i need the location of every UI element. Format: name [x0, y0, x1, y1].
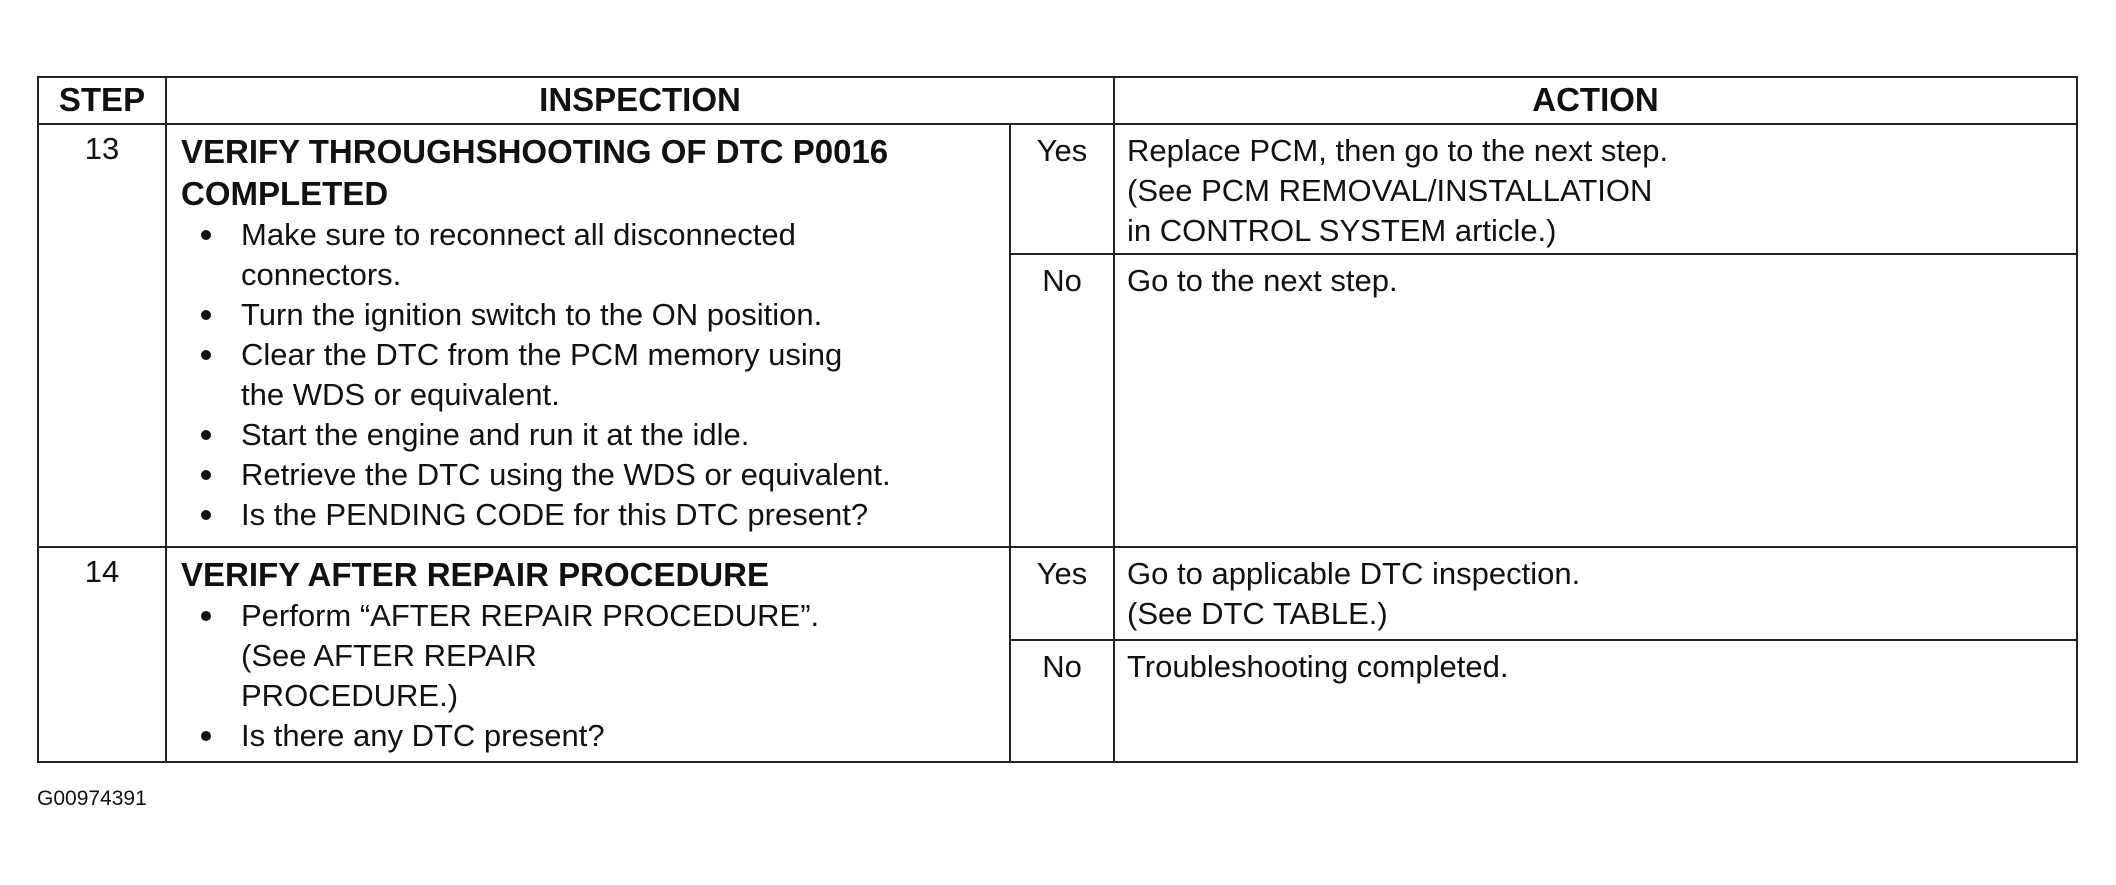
- bullet-item: Is there any DTC present?: [181, 716, 999, 756]
- table-row: [38, 547, 2077, 640]
- bullet-item: Start the engine and run it at the idle.: [181, 415, 999, 455]
- bullet-item: Turn the ignition switch to the ON position.: [181, 295, 999, 335]
- inspection-bullets: [181, 215, 999, 535]
- bullet-item: Retrieve the DTC using the WDS or equivalent.: [181, 455, 999, 495]
- no-action: Go to the next step.: [1114, 254, 2077, 547]
- inspection-title: VERIFY THROUGHSHOOTING OF DTC P0016 COMPLETED: [181, 133, 889, 212]
- no-label: No: [1010, 640, 1114, 762]
- step-number: 14: [38, 547, 166, 762]
- inspection-cell: [166, 547, 1010, 762]
- inspection-title: VERIFY AFTER REPAIR PROCEDURE: [181, 556, 769, 593]
- bullet-item: Perform “AFTER REPAIR PROCEDURE”. (See AFTER REPAIR PROCEDURE.): [181, 596, 999, 716]
- yes-action: Replace PCM, then go to the next step. (See PCM REMOVAL/INSTALLATION in CONTROL SYSTEM article.): [1114, 124, 2077, 254]
- header-step: STEP: [38, 77, 166, 124]
- yes-label: Yes: [1010, 547, 1114, 640]
- yes-action: Go to applicable DTC inspection. (See DTC TABLE.): [1114, 547, 2077, 640]
- table-row: [38, 124, 2077, 254]
- no-label: No: [1010, 254, 1114, 547]
- diagnostic-table: [37, 76, 2078, 763]
- header-action: ACTION: [1114, 77, 2077, 124]
- figure-id: G00974391: [37, 787, 147, 810]
- bullet-item: Is the PENDING CODE for this DTC present?: [181, 495, 999, 535]
- table-header-row: [38, 77, 2077, 124]
- inspection-cell: [166, 124, 1010, 547]
- bullet-item: Clear the DTC from the PCM memory using the WDS or equivalent.: [181, 335, 999, 415]
- header-inspection: INSPECTION: [166, 77, 1114, 124]
- bullet-item: Make sure to reconnect all disconnected connectors.: [181, 215, 999, 295]
- no-action: Troubleshooting completed.: [1114, 640, 2077, 762]
- inspection-bullets: [181, 596, 999, 756]
- yes-label: Yes: [1010, 124, 1114, 254]
- step-number: 13: [38, 124, 166, 547]
